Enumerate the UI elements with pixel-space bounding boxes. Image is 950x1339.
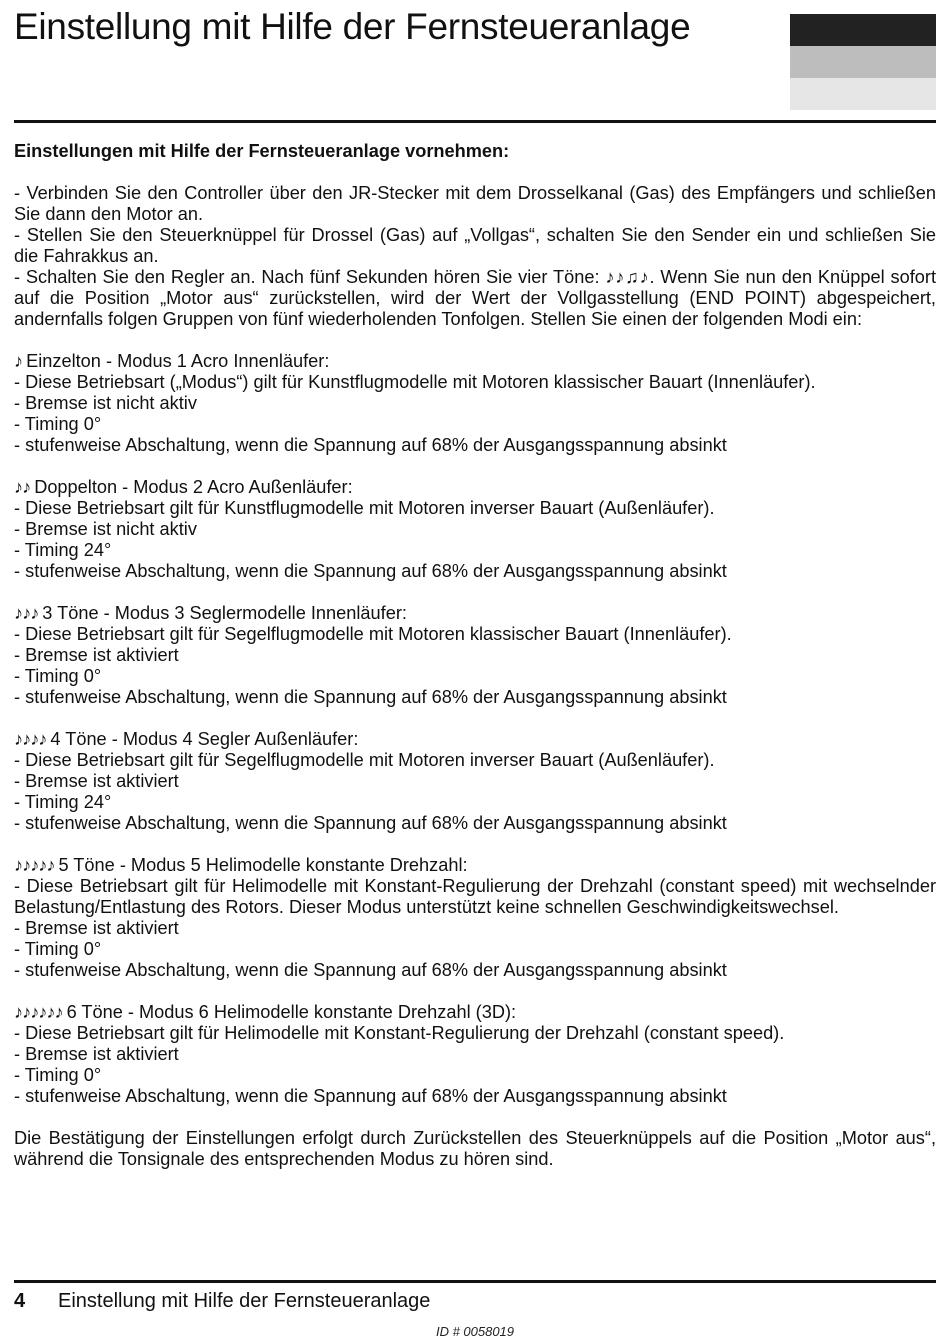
music-note-icon: ♪♪♪♪♪ xyxy=(14,855,55,875)
footer-title: Einstellung mit Hilfe der Fernsteueranlage xyxy=(58,1290,431,1312)
color-bar-medium xyxy=(790,46,936,78)
mode-timing: - Timing 0° xyxy=(14,1065,102,1085)
mode-title: 3 Töne - Modus 3 Seglermodelle Innenläufer: xyxy=(42,603,407,623)
mode-brake: - Bremse ist nicht aktiv xyxy=(14,519,197,539)
music-note-icon: ♪♪ xyxy=(14,477,31,497)
mode-2-section xyxy=(14,477,936,582)
mode-description: - Diese Betriebsart gilt für Helimodelle mit Konstant-Regulierung der Drehzahl (constant speed). xyxy=(14,1023,785,1043)
intro-item-2: - Stellen Sie den Steuerknüppel für Drossel (Gas) auf „Vollgas“, schalten Sie den Sender ein und schließen Sie die Fahrakkus an. xyxy=(14,225,936,266)
mode-heading xyxy=(14,855,936,876)
mode-title: 4 Töne - Modus 4 Segler Außenläufer: xyxy=(50,729,359,749)
document-id: ID # 0058019 xyxy=(435,1324,515,1339)
mode-cutoff: - stufenweise Abschaltung, wenn die Spannung auf 68% der Ausgangsspannung absinkt xyxy=(14,960,727,980)
mode-description: - Diese Betriebsart gilt für Kunstflugmodelle mit Motoren inverser Bauart (Außenläufer). xyxy=(14,498,715,518)
mode-description: - Diese Betriebsart („Modus“) gilt für Kunstflugmodelle mit Motoren klassischer Bauart (Innenläufer). xyxy=(14,372,816,392)
mode-cutoff: - stufenweise Abschaltung, wenn die Spannung auf 68% der Ausgangsspannung absinkt xyxy=(14,435,727,455)
music-note-icon: ♪♪♪♪♪♪ xyxy=(14,1002,63,1022)
header-rule xyxy=(14,120,936,123)
footer-rule xyxy=(14,1280,936,1283)
music-note-icon: ♪♪♪♪ xyxy=(14,729,47,749)
main-content xyxy=(14,141,936,1170)
mode-brake: - Bremse ist aktiviert xyxy=(14,918,179,938)
music-note-icon: ♪ xyxy=(14,351,23,371)
mode-description: - Diese Betriebsart gilt für Helimodelle mit Konstant-Regulierung der Drehzahl (constant speed) mit wechselnder Belastung/Entlastung des Rotors. Dieser Modus unterstützt keine schnellen Geschwindigkeitswechsel. xyxy=(14,876,936,917)
page-header xyxy=(0,0,950,125)
mode-timing: - Timing 0° xyxy=(14,939,102,959)
mode-title: 5 Töne - Modus 5 Helimodelle konstante Drehzahl: xyxy=(58,855,468,875)
mode-description: - Diese Betriebsart gilt für Segelflugmodelle mit Motoren inverser Bauart (Außenläufer). xyxy=(14,750,715,770)
intro-item-1: - Verbinden Sie den Controller über den JR-Stecker mit dem Drosselkanal (Gas) des Empfängers und schließen Sie dann den Motor an. xyxy=(14,183,936,224)
mode-4-section xyxy=(14,729,936,834)
mode-brake: - Bremse ist nicht aktiv xyxy=(14,393,197,413)
conclusion-paragraph: Die Bestätigung der Einstellungen erfolgt durch Zurückstellen des Steuerknüppels auf die Position „Motor aus“, während die Tonsignale des entsprechenden Modus zu hören sind. xyxy=(14,1128,936,1169)
mode-cutoff: - stufenweise Abschaltung, wenn die Spannung auf 68% der Ausgangsspannung absinkt xyxy=(14,561,727,581)
intro-instructions xyxy=(14,183,936,330)
color-bar-dark xyxy=(790,14,936,46)
mode-6-section xyxy=(14,1002,936,1107)
mode-title: Doppelton - Modus 2 Acro Außenläufer: xyxy=(34,477,353,497)
mode-brake: - Bremse ist aktiviert xyxy=(14,771,179,791)
mode-heading xyxy=(14,351,936,372)
mode-description: - Diese Betriebsart gilt für Segelflugmodelle mit Motoren klassischer Bauart (Innenläufer). xyxy=(14,624,732,644)
mode-cutoff: - stufenweise Abschaltung, wenn die Spannung auf 68% der Ausgangsspannung absinkt xyxy=(14,813,727,833)
mode-brake: - Bremse ist aktiviert xyxy=(14,1044,179,1064)
page-number: 4 xyxy=(14,1290,26,1312)
mode-timing: - Timing 24° xyxy=(14,540,112,560)
section-heading: Einstellungen mit Hilfe der Fernsteueranlage vornehmen: xyxy=(14,141,510,161)
mode-timing: - Timing 0° xyxy=(14,414,102,434)
mode-heading xyxy=(14,729,936,750)
header-color-bars xyxy=(790,14,936,110)
mode-heading xyxy=(14,477,936,498)
music-note-icon: ♪♪♪ xyxy=(14,603,39,623)
color-bar-light xyxy=(790,78,936,110)
mode-3-section xyxy=(14,603,936,708)
mode-title: Einzelton - Modus 1 Acro Innenläufer: xyxy=(26,351,330,371)
mode-heading xyxy=(14,603,936,624)
mode-timing: - Timing 0° xyxy=(14,666,102,686)
mode-brake: - Bremse ist aktiviert xyxy=(14,645,179,665)
mode-cutoff: - stufenweise Abschaltung, wenn die Spannung auf 68% der Ausgangsspannung absinkt xyxy=(14,1086,727,1106)
mode-1-section xyxy=(14,351,936,456)
intro-item-3: - Schalten Sie den Regler an. Nach fünf Sekunden hören Sie vier Töne: ♪♪♫♪. Wenn Sie nun den Knüppel sofort auf die Position „Motor aus“ zurückstellen, wird der Wert der Vollgasstellung (END POINT) abgespeichert, andernfalls folgen Gruppen von fünf wiederholenden Tonfolgen. Stellen Sie einen der folgenden Modi ein: xyxy=(14,267,936,329)
page-title: Einstellung mit Hilfe der Fernsteueranlage xyxy=(14,6,691,47)
mode-timing: - Timing 24° xyxy=(14,792,112,812)
mode-5-section xyxy=(14,855,936,981)
mode-title: 6 Töne - Modus 6 Helimodelle konstante Drehzahl (3D): xyxy=(66,1002,517,1022)
mode-heading xyxy=(14,1002,936,1023)
mode-cutoff: - stufenweise Abschaltung, wenn die Spannung auf 68% der Ausgangsspannung absinkt xyxy=(14,687,727,707)
